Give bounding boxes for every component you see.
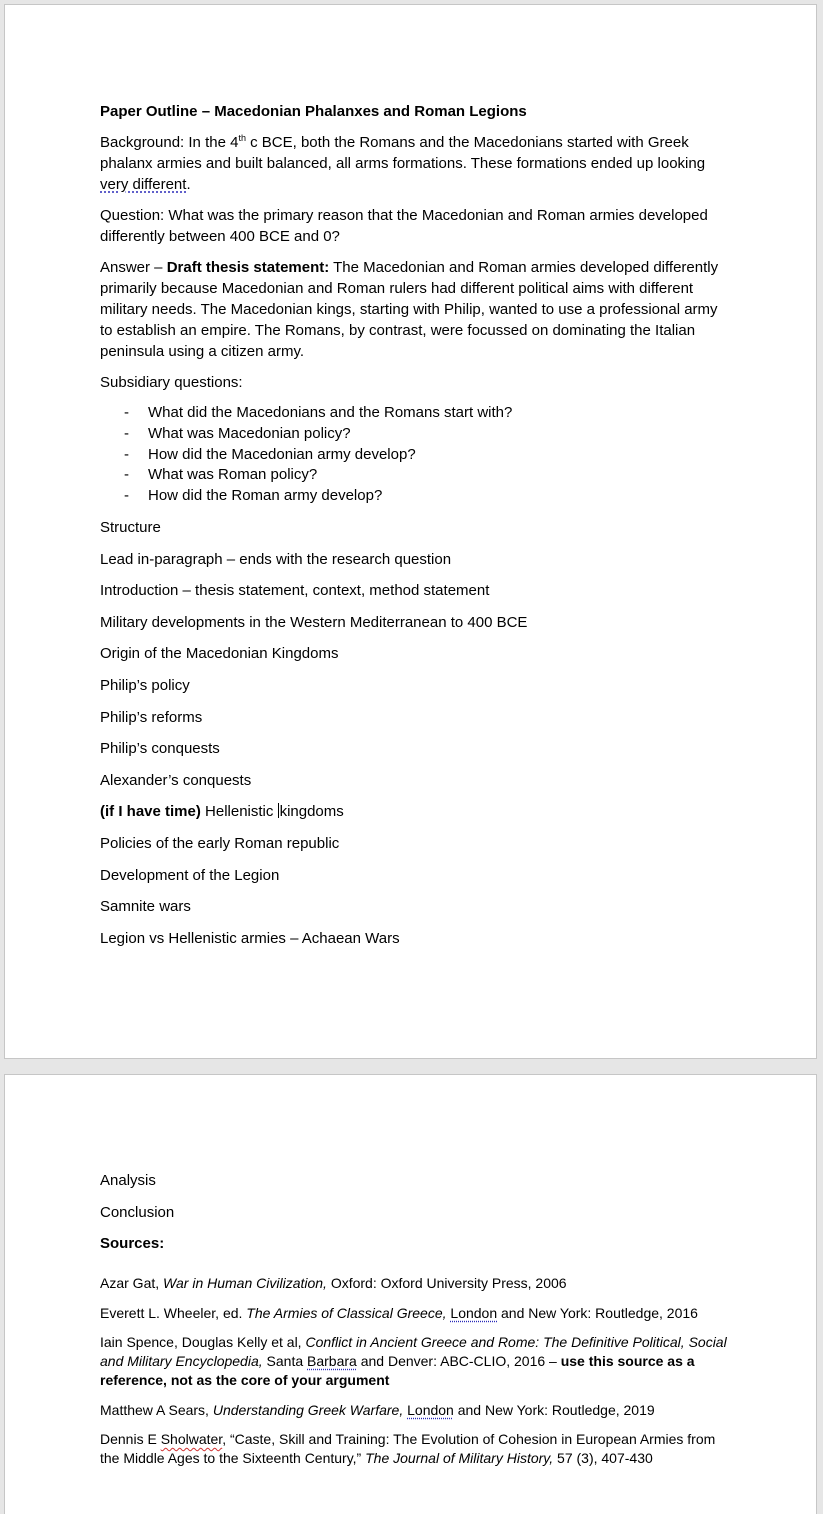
thesis-label: Draft thesis statement: <box>166 259 330 276</box>
structure-item[interactable]: Alexander’s conquests <box>100 771 252 789</box>
structure-item[interactable]: Origin of the Macedonian Kingdoms <box>100 645 339 663</box>
source-entry[interactable]: Iain Spence, Douglas Kelly et al, Conflict in Ancient Greece and Rome: The Definitive Political, Social and Military Encyclopedia, Santa Barbara and Denver: ABC-CLIO, 2016 – use this source as a reference, not as the core of your argument <box>100 1334 727 1389</box>
structure-item[interactable]: Philip’s conquests <box>100 740 220 758</box>
grammar-flag-very-different[interactable]: very different <box>100 176 187 193</box>
structure-heading[interactable]: Structure <box>100 518 161 536</box>
spelling-flag-sholwater[interactable]: Sholwater <box>160 1431 223 1448</box>
subsidiary-heading[interactable]: Subsidiary questions: <box>100 374 243 391</box>
page-1-body[interactable] <box>100 101 730 959</box>
document-title[interactable]: Paper Outline – Macedonian Phalanxes and Roman Legions <box>100 103 527 120</box>
background-paragraph[interactable]: Background: In the 4th c BCE, both the Romans and the Macedonians started with Greek phalanx armies and built balanced, all arms formations. These formations ended up looking very different. <box>100 133 706 193</box>
sources-heading[interactable]: Sources: <box>100 1235 165 1253</box>
source-entry[interactable]: Matthew A Sears, Understanding Greek Warfare, London and New York: Routledge, 2019 <box>100 1401 655 1418</box>
grammar-flag-london[interactable]: London <box>450 1304 498 1321</box>
dash-bullet: - <box>124 466 129 484</box>
structure-item[interactable]: Policies of the early Roman republic <box>100 834 340 852</box>
page-2-body[interactable] <box>100 1170 730 1479</box>
subsidiary-questions-list[interactable] <box>100 403 730 507</box>
analysis-heading[interactable]: Analysis <box>100 1172 156 1189</box>
answer-paragraph[interactable]: Answer – Draft thesis statement: The Macedonian and Roman armies developed differently primarily because Macedonian and Roman rulers had different political aims with different military needs. The Macedonian kings, starting with Philip, wanted to use a professional army to establish an empire. The Romans, by contrast, were focussed on dominating the Italian peninsula using a citizen army. <box>100 259 719 360</box>
list-item[interactable]: - What did the Macedonians and the Romans start with? <box>100 403 730 424</box>
superscript-th: th <box>238 133 246 143</box>
source-entry[interactable]: Azar Gat, War in Human Civilization, Oxford: Oxford University Press, 2006 <box>100 1275 567 1292</box>
dash-bullet: - <box>124 445 129 463</box>
conclusion-heading[interactable]: Conclusion <box>100 1203 175 1221</box>
list-item[interactable]: - How did the Roman army develop? <box>100 486 730 507</box>
structure-item[interactable]: Lead in-paragraph – ends with the research question <box>100 550 452 568</box>
dash-bullet: - <box>124 424 129 442</box>
structure-item-hellenistic[interactable]: (if I have time) Hellenistic kingdoms <box>100 803 344 821</box>
question-paragraph[interactable]: Question: What was the primary reason that the Macedonian and Roman armies developed differently between 400 BCE and 0? <box>100 207 708 245</box>
list-item[interactable]: - How did the Macedonian army develop? <box>100 445 730 466</box>
structure-item[interactable]: Philip’s policy <box>100 676 190 694</box>
document-page-2[interactable] <box>4 1074 817 1514</box>
list-item[interactable]: - What was Macedonian policy? <box>100 424 730 445</box>
text-cursor <box>278 803 279 818</box>
document-page-1[interactable] <box>4 4 817 1059</box>
structure-item[interactable]: Philip’s reforms <box>100 708 203 726</box>
source-note: use this source as a reference, not as the core of your argument <box>100 1353 695 1389</box>
grammar-flag-barbara[interactable]: Barbara <box>307 1353 357 1370</box>
structure-item[interactable]: Development of the Legion <box>100 866 280 884</box>
structure-item[interactable]: Samnite wars <box>100 898 191 916</box>
structure-item[interactable]: Military developments in the Western Mediterranean to 400 BCE <box>100 613 528 631</box>
structure-item[interactable]: Legion vs Hellenistic armies – Achaean Wars <box>100 929 400 947</box>
dash-bullet: - <box>124 404 129 421</box>
structure-item[interactable]: Introduction – thesis statement, context, method statement <box>100 582 490 600</box>
source-entry[interactable]: Dennis E Sholwater, “Caste, Skill and Training: The Evolution of Cohesion in European Armies from the Middle Ages to the Sixteenth Century,” The Journal of Military History, 57 (3), 407-430 <box>100 1431 716 1467</box>
dash-bullet: - <box>124 487 129 505</box>
grammar-flag-london[interactable]: London <box>407 1401 454 1418</box>
list-item[interactable]: - What was Roman policy? <box>100 465 730 486</box>
source-entry[interactable]: Everett L. Wheeler, ed. The Armies of Classical Greece, London and New York: Routledge, 2016 <box>100 1304 698 1321</box>
